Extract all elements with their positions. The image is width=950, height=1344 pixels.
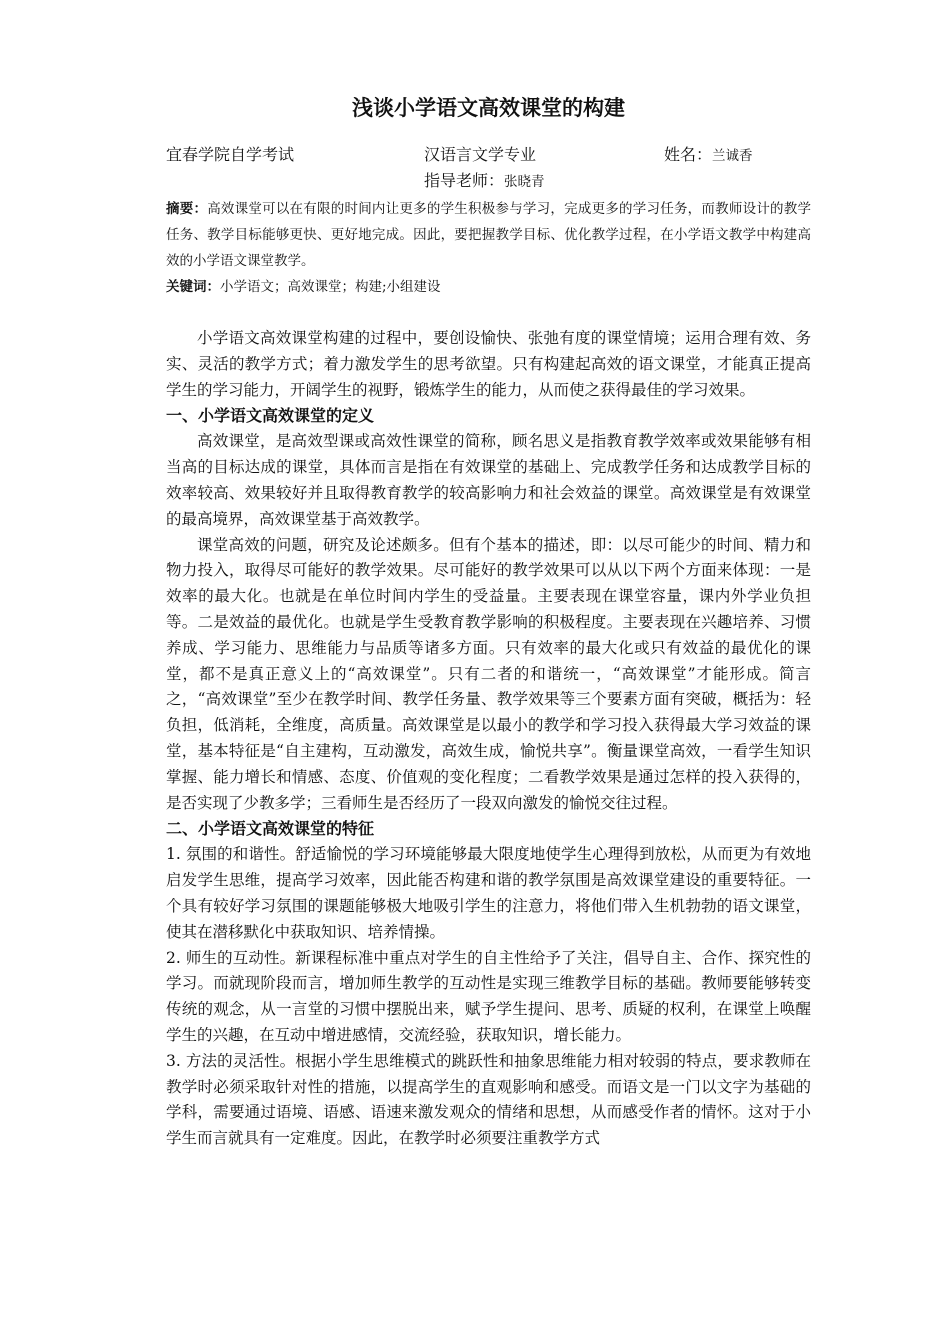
author-field bbox=[664, 142, 811, 169]
abstract bbox=[166, 196, 811, 274]
abstract-label: 摘要： bbox=[166, 201, 208, 217]
spacer bbox=[166, 300, 811, 326]
intro-paragraph: 小学语文高效课堂构建的过程中，要创设愉快、张弛有度的课堂情境；运用合理有效、务实、灵活的教学方式；着力激发学生的思考欲望。只有构建起高效的语文课堂，才能真正提高学生的学习能力，开阔学生的视野，锻炼学生的能力，从而使之获得最佳的学习效果。 bbox=[166, 329, 811, 399]
list-item: 3. 方法的灵活性。根据小学生思维模式的跳跃性和抽象思维能力相对较弱的特点，要求教师在教学时必须采取针对性的措施，以提高学生的直观影响和感受。而语文是一门以文字为基础的学科，需要通过语境、语感、语速来激发观众的情绪和思想，从而感受作者的情怀。这对于小学生而言就具有一定难度。因此，在教学时必须要注重教学方式 bbox=[166, 1051, 811, 1148]
keywords-label: 关键词： bbox=[166, 279, 220, 295]
list-item: 1. 氛围的和谐性。舒适愉悦的学习环境能够最大限度地使学生心理得到放松，从而更为有效地启发学生思维，提高学习效率，因此能否构建和谐的教学氛围是高效课堂建设的重要特征。一个具有较好学习氛围的课题能够极大地吸引学生的注意力，将他们带入生机勃勃的语文课堂，使其在潜移默化中获取知识、培养情操。 bbox=[166, 845, 811, 941]
keywords bbox=[166, 274, 811, 300]
author-label: 姓名： bbox=[664, 145, 713, 164]
section-heading-features: 二、小学语文高效课堂的特征 bbox=[166, 819, 375, 839]
paragraph: 课堂高效的问题，研究及论述颇多。但有个基本的描述，即：以尽可能少的时间、精力和物力投入，取得尽可能好的教学效果。尽可能好的教学效果可以从以下两个方面来体现：一是效率的最大化。也就是在单位时间内学生的受益量。主要表现在课堂容量，课内外学业负担等。二是效益的最优化。也就是学生受教育教学影响的积极程度。主要表现在兴趣培养、习惯养成、学习能力、思维能力与品质等诸多方面。只有效率的最大化或只有效益的最优化的课堂，都不是真正意义上的“高效课堂”。只有二者的和谐统一，“高效课堂”才能形成。简言之，“高效课堂”至少在教学时间、教学任务量、教学效果等三个要素方面有突破，概括为：轻负担，低消耗，全维度，高质量。高效课堂是以最小的教学和学习投入获得最大学习效益的课堂，基本特征是“自主建构，互动激发，高效生成，愉悦共享”。衡量课堂高效，一看学生知识掌握、能力增长和情感、态度、价值观的变化程度；二看教学效果是通过怎样的投入获得的，是否实现了少教多学；三看师生是否经历了一段双向激发的愉悦交往过程。 bbox=[166, 535, 811, 812]
list-item: 2. 师生的互动性。新课程标准中重点对学生的自主性给予了关注，倡导自主、合作、探究性的学习。而就现阶段而言，增加师生教学的互动性是实现三维教学目标的基础。教师要能够转变传统的观念，从一言堂的习惯中摆脱出来，赋予学生提问、思考、质疑的权利，在课堂上唤醒学生的兴趣，在互动中增进感情，交流经验，获取知识，增长能力。 bbox=[166, 948, 811, 1044]
advisor-name: 张晓青 bbox=[504, 174, 545, 190]
abstract-text: 高效课堂可以在有限的时间内让更多的学生积极参与学习，完成更多的学习任务，而教师设计的教学任务、教学目标能够更快、更好地完成。因此，要把握教学目标、优化教学过程，在小学语文教学中构建高效的小学语文课堂教学。 bbox=[166, 201, 812, 269]
major-name: 汉语言文学专业 bbox=[424, 145, 537, 164]
document-body bbox=[166, 92, 811, 1152]
paragraph: 高效课堂，是高效型课或高效性课堂的简称，顾名思义是指教育教学效率或效果能够有相当高的目标达成的课堂，具体而言是指在有效课堂的基础上、完成教学任务和达成教学目标的效率较高、效果较好并且取得教育教学的较高影响力和社会效益的课堂。高效课堂是有效课堂的最高境界，高效课堂基于高效教学。 bbox=[166, 432, 811, 528]
author-name: 兰诚香 bbox=[712, 148, 753, 164]
keywords-text: 小学语文；高效课堂；构建;小组建设 bbox=[220, 279, 441, 295]
author-info-row bbox=[166, 142, 811, 169]
school-name: 宜春学院自学考试 bbox=[166, 145, 295, 164]
page-title: 浅谈小学语文高效课堂的构建 bbox=[352, 96, 625, 120]
section-heading-definition: 一、小学语文高效课堂的定义 bbox=[166, 406, 375, 426]
advisor-label: 指导老师： bbox=[424, 171, 505, 190]
advisor-row bbox=[166, 169, 811, 194]
